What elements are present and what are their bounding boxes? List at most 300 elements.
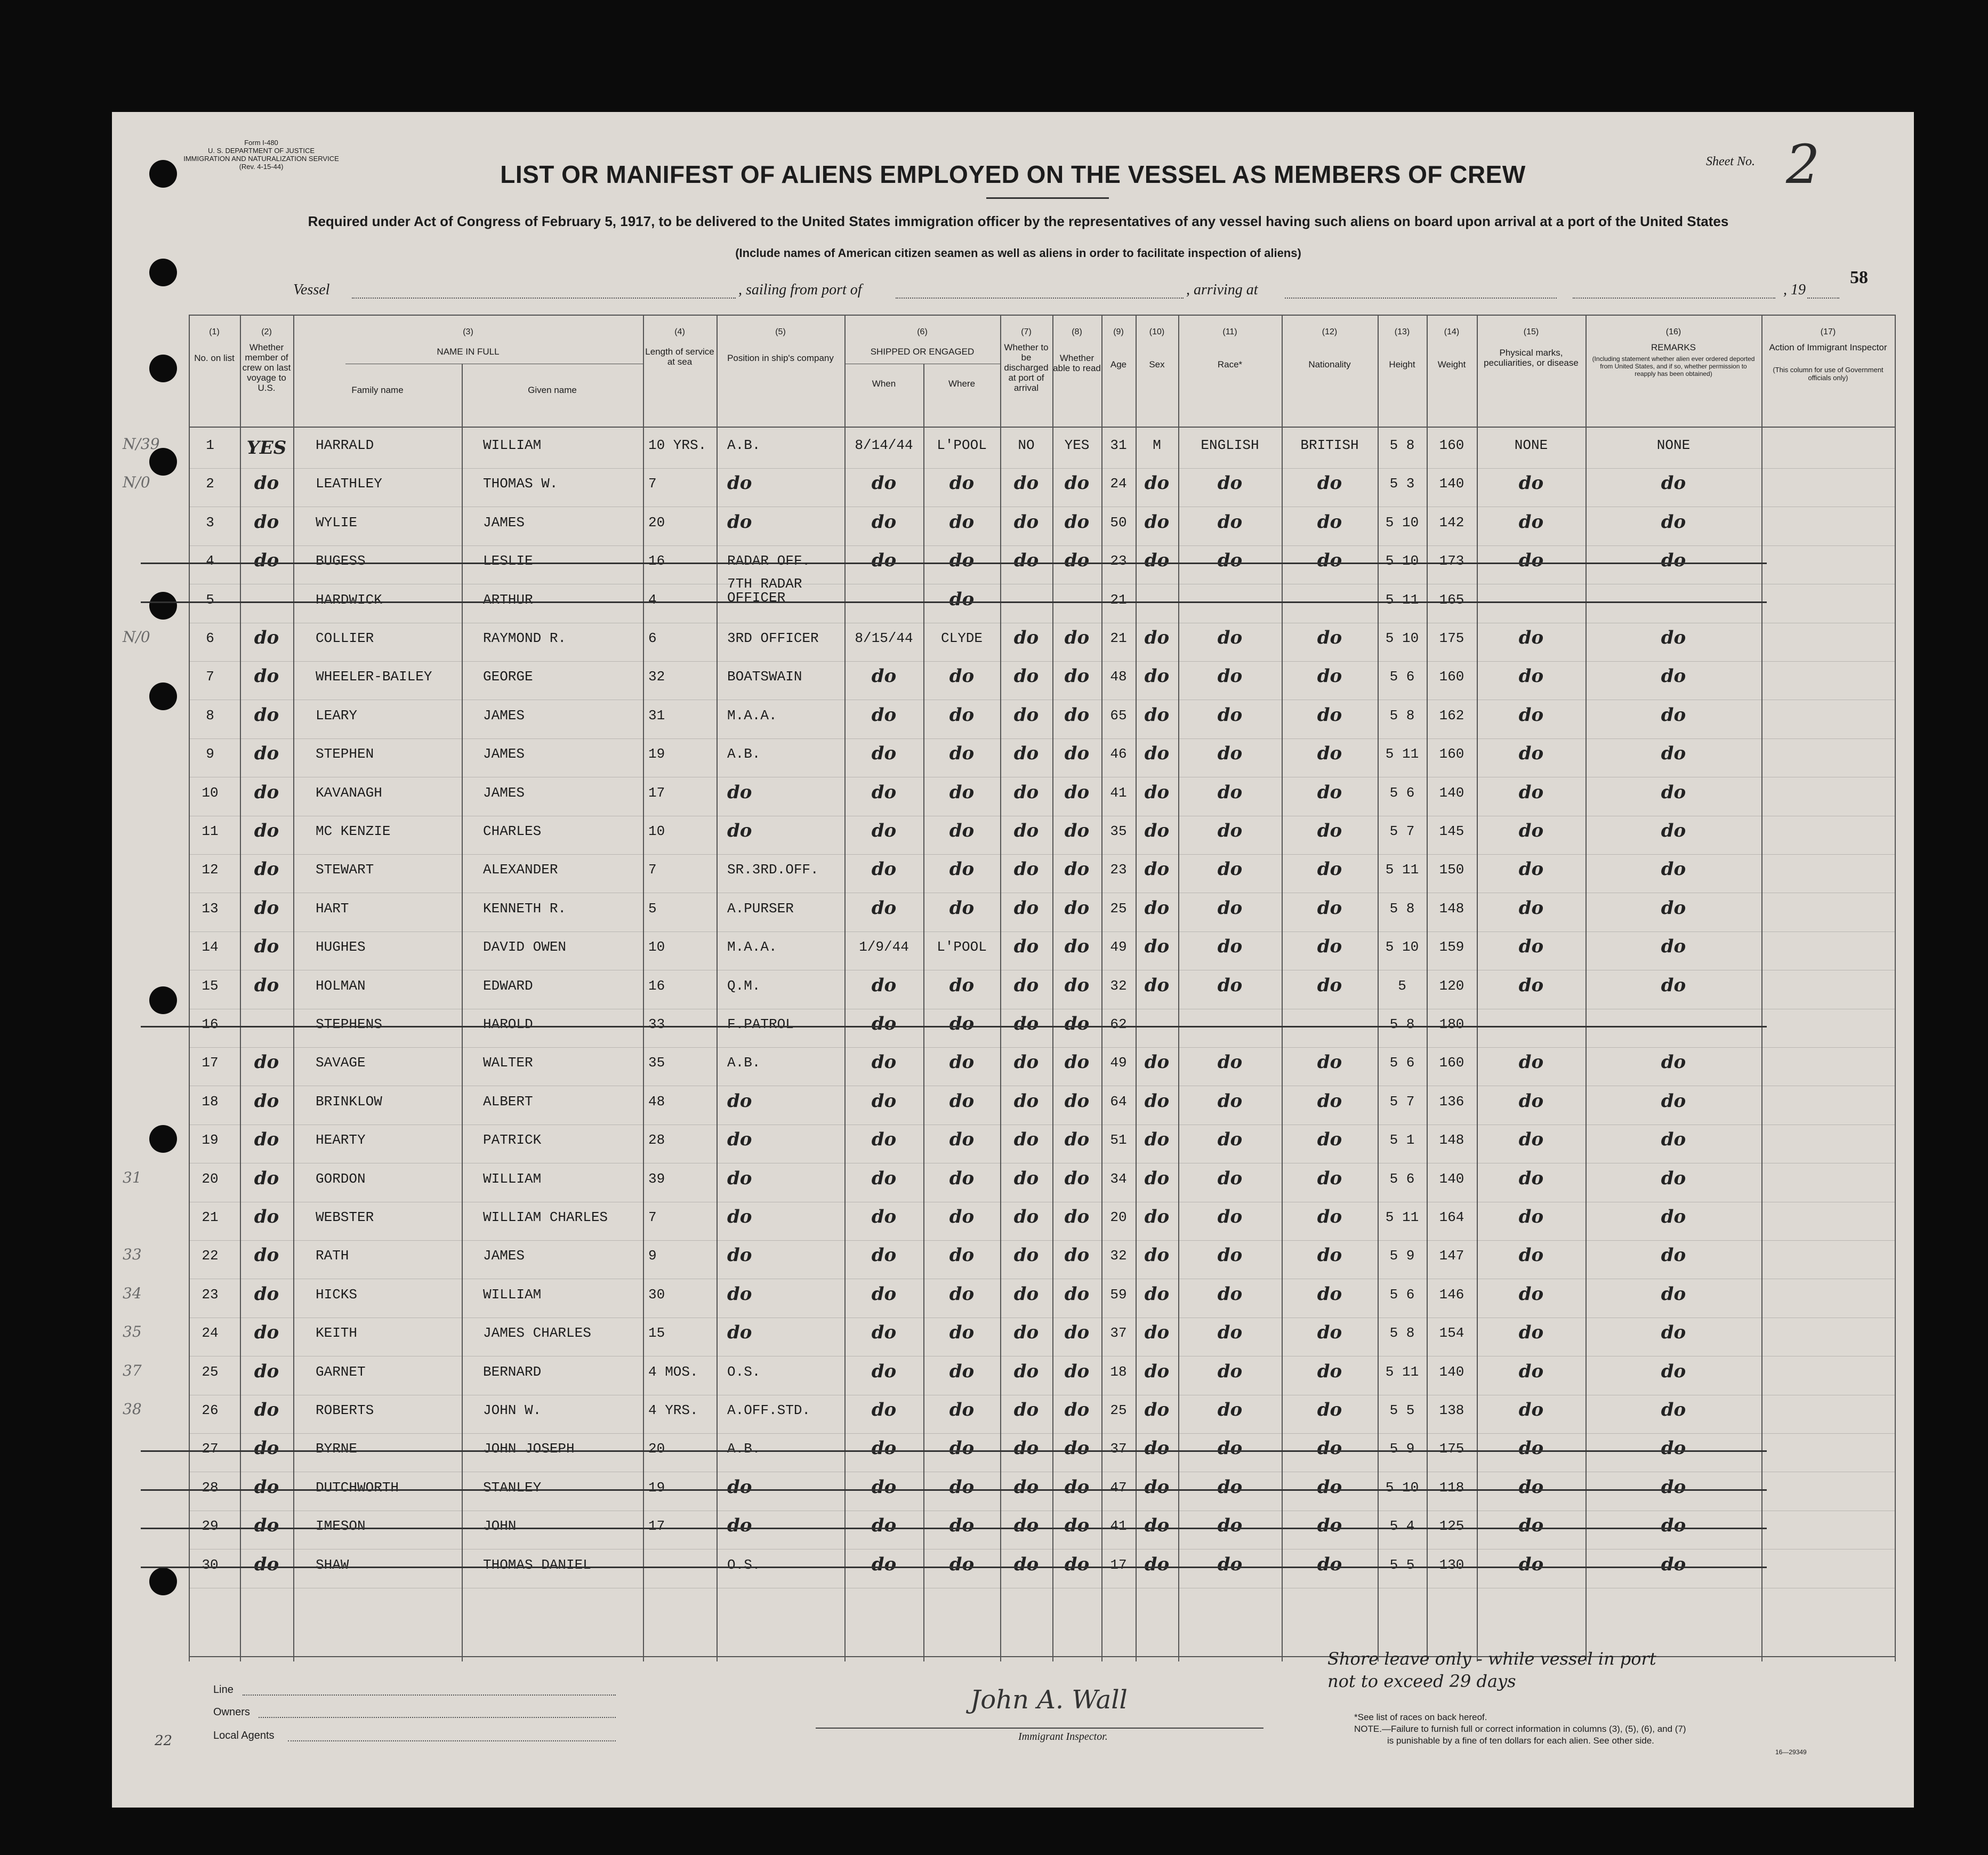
able-to-read-cell: do xyxy=(1064,974,1090,996)
shipped-where-cell: do xyxy=(949,1167,975,1189)
punch-hole xyxy=(149,986,177,1014)
margin-annotation: 37 xyxy=(123,1361,142,1379)
row-rule xyxy=(189,738,1895,739)
last-voyage-cell: do xyxy=(254,1129,279,1151)
discharged-cell: do xyxy=(1013,511,1039,533)
row-number: 2 xyxy=(206,476,214,492)
race-cell: do xyxy=(1217,974,1243,996)
age-cell: 17 xyxy=(1110,1556,1127,1573)
age-cell: 32 xyxy=(1110,1248,1127,1264)
last-voyage-cell: do xyxy=(254,1167,279,1189)
weight-cell: 146 xyxy=(1439,1286,1464,1303)
punch-hole xyxy=(149,592,177,620)
race-cell: do xyxy=(1217,550,1243,572)
row-rule xyxy=(189,854,1895,855)
remarks-cell: do xyxy=(1661,1438,1686,1459)
discharged-cell: NO xyxy=(1018,437,1035,453)
shipped-where-cell: do xyxy=(949,511,975,533)
strikethrough-line xyxy=(141,1528,1767,1529)
weight-cell: 140 xyxy=(1439,784,1464,801)
last-voyage-cell: do xyxy=(254,897,279,919)
col-header: NAME IN FULL xyxy=(437,347,500,357)
given-name-cell: WILLIAM xyxy=(483,1286,542,1303)
remarks-cell: do xyxy=(1661,974,1686,996)
discharged-cell: do xyxy=(1013,472,1039,494)
family-name-cell: LEARY xyxy=(316,707,358,724)
race-cell: do xyxy=(1217,665,1243,687)
row-number: 4 xyxy=(206,553,214,569)
nationality-cell: do xyxy=(1317,1438,1342,1459)
position-cell: SR.3RD.OFF. xyxy=(727,862,819,878)
given-name-cell: JAMES CHARLES xyxy=(483,1325,591,1342)
position-cell: 7TH RADAR OFFICER xyxy=(727,575,802,606)
position-cell: Q.M. xyxy=(727,977,761,994)
age-cell: 18 xyxy=(1110,1363,1127,1380)
nationality-cell: do xyxy=(1317,1051,1342,1073)
able-to-read-cell: do xyxy=(1064,743,1090,765)
age-cell: 23 xyxy=(1110,862,1127,878)
height-cell: 5 4 xyxy=(1389,1518,1415,1535)
weight-cell: 125 xyxy=(1439,1518,1464,1535)
family-name-cell: MC KENZIE xyxy=(316,823,391,839)
col-header: Whether able to read xyxy=(1053,353,1101,373)
col-subheader: Given name xyxy=(528,385,577,395)
margin-annotation: 33 xyxy=(123,1246,142,1264)
service-length-cell: 4 xyxy=(648,591,657,608)
height-cell: 5 11 xyxy=(1385,1363,1419,1380)
height-cell: 5 1 xyxy=(1389,1132,1415,1149)
able-to-read-cell: do xyxy=(1064,1090,1090,1112)
row-rule xyxy=(189,1047,1895,1048)
service-length-cell: 19 xyxy=(648,746,665,762)
arriving-label: , arriving at xyxy=(1186,282,1258,298)
col-number: (6) xyxy=(917,327,928,336)
age-cell: 49 xyxy=(1110,1055,1127,1071)
inspector-label: Immigrant Inspector. xyxy=(1018,1731,1108,1742)
row-number: 9 xyxy=(206,746,214,762)
agents-field xyxy=(288,1740,616,1741)
physical-marks-cell: do xyxy=(1518,1051,1544,1073)
last-voyage-cell: do xyxy=(254,1399,279,1420)
height-cell: 5 10 xyxy=(1385,1479,1419,1496)
age-cell: 49 xyxy=(1110,939,1127,955)
owners-label: Owners xyxy=(213,1706,250,1718)
nationality-cell: do xyxy=(1317,1553,1342,1575)
remarks-cell: do xyxy=(1661,1129,1686,1151)
discharged-cell: do xyxy=(1013,1090,1039,1112)
given-name-cell: GEORGE xyxy=(483,669,533,685)
row-number: 23 xyxy=(202,1286,219,1303)
service-length-cell: 30 xyxy=(648,1286,665,1303)
able-to-read-cell: do xyxy=(1064,1283,1090,1305)
physical-marks-cell: do xyxy=(1518,897,1544,919)
race-cell: do xyxy=(1217,1129,1243,1151)
family-name-cell: DUTCHWORTH xyxy=(316,1479,399,1496)
discharged-cell: do xyxy=(1013,1129,1039,1151)
nationality-cell: do xyxy=(1317,1090,1342,1112)
row-number: 5 xyxy=(206,591,214,608)
age-cell: 32 xyxy=(1110,977,1127,994)
given-name-cell: JAMES xyxy=(483,707,525,724)
physical-marks-cell: do xyxy=(1518,1399,1544,1420)
col-header: Sex xyxy=(1149,359,1165,370)
given-name-cell: WILLIAM xyxy=(483,437,542,453)
shipped-where-cell: L'POOL xyxy=(937,939,987,955)
col-number: (4) xyxy=(674,327,685,336)
given-name-cell: JOHN W. xyxy=(483,1402,542,1418)
shipped-where-cell: do xyxy=(949,781,975,803)
row-number: 26 xyxy=(202,1402,219,1418)
title-underline xyxy=(986,197,1109,199)
remarks-cell: do xyxy=(1661,1206,1686,1227)
height-cell: 5 5 xyxy=(1389,1402,1415,1418)
service-length-cell: 9 xyxy=(648,1248,657,1264)
shipped-where-cell: do xyxy=(949,588,975,610)
given-name-cell: DAVID OWEN xyxy=(483,939,567,955)
discharged-cell: do xyxy=(1013,665,1039,687)
col-header: Length of service at sea xyxy=(645,347,714,367)
weight-cell: 175 xyxy=(1439,1441,1464,1457)
discharged-cell: do xyxy=(1013,820,1039,841)
given-name-cell: ARTHUR xyxy=(483,591,533,608)
row-number: 3 xyxy=(206,514,214,531)
physical-marks-cell: do xyxy=(1518,743,1544,765)
col-header: Height xyxy=(1389,359,1415,370)
document-number: 58 xyxy=(1850,268,1868,287)
discharged-cell: do xyxy=(1013,1206,1039,1227)
nationality-cell: do xyxy=(1317,897,1342,919)
service-length-cell: 17 xyxy=(648,1518,665,1535)
family-name-cell: GARNET xyxy=(316,1363,366,1380)
shipped-where-cell: do xyxy=(949,1399,975,1420)
row-number: 18 xyxy=(202,1093,219,1110)
family-name-cell: STEWART xyxy=(316,862,374,878)
shipped-when-cell: do xyxy=(871,472,897,494)
able-to-read-cell: do xyxy=(1064,472,1090,494)
service-length-cell: 16 xyxy=(648,977,665,994)
line-label: Line xyxy=(213,1684,234,1696)
age-cell: 46 xyxy=(1110,746,1127,762)
position-cell: do xyxy=(727,1244,752,1266)
age-cell: 37 xyxy=(1110,1441,1127,1457)
row-number: 21 xyxy=(202,1209,219,1225)
remarks-cell: do xyxy=(1661,1244,1686,1266)
col-number: (15) xyxy=(1523,327,1539,336)
weight-cell: 120 xyxy=(1439,977,1464,994)
height-cell: 5 8 xyxy=(1389,900,1415,917)
row-rule xyxy=(189,931,1895,932)
col-header: No. on list xyxy=(194,353,235,363)
weight-cell: 164 xyxy=(1439,1209,1464,1225)
shipped-when-cell: 8/14/44 xyxy=(855,437,913,453)
age-cell: 47 xyxy=(1110,1479,1127,1496)
last-voyage-cell: do xyxy=(254,1553,279,1575)
shipped-when-cell: do xyxy=(871,743,897,765)
row-number: 27 xyxy=(202,1441,219,1457)
given-name-cell: JOHN JOSEPH xyxy=(483,1441,575,1457)
age-cell: 21 xyxy=(1110,591,1127,608)
sex-cell: do xyxy=(1144,511,1170,533)
shipped-when-cell: do xyxy=(871,1013,897,1034)
nationality-cell: do xyxy=(1317,858,1342,880)
given-name-cell: THOMAS DANIEL xyxy=(483,1556,591,1573)
service-length-cell: 7 xyxy=(648,476,657,492)
shipped-where-cell: CLYDE xyxy=(940,630,983,646)
row-number: 13 xyxy=(202,900,219,917)
physical-marks-cell: do xyxy=(1518,820,1544,841)
position-cell: do xyxy=(727,1283,752,1305)
height-cell: 5 11 xyxy=(1385,746,1419,762)
able-to-read-cell: do xyxy=(1064,1360,1090,1382)
height-cell: 5 3 xyxy=(1389,476,1415,492)
row-rule xyxy=(189,545,1895,546)
margin-annotation: N/0 xyxy=(123,628,150,646)
service-length-cell: 7 xyxy=(648,1209,657,1225)
service-length-cell: 48 xyxy=(648,1093,665,1110)
physical-marks-cell: do xyxy=(1518,665,1544,687)
shipped-where-cell: do xyxy=(949,1553,975,1575)
height-cell: 5 11 xyxy=(1385,862,1419,878)
remarks-cell: do xyxy=(1661,1283,1686,1305)
physical-marks-cell: do xyxy=(1518,936,1544,958)
able-to-read-cell: do xyxy=(1064,704,1090,726)
remarks-cell: do xyxy=(1661,1553,1686,1575)
given-name-cell: RAYMOND R. xyxy=(483,630,567,646)
weight-cell: 148 xyxy=(1439,900,1464,917)
position-cell: A.OFF.STD. xyxy=(727,1402,811,1418)
shipped-when-cell: do xyxy=(871,1360,897,1382)
position-cell: RADAR OFF. xyxy=(727,553,811,569)
sex-cell: do xyxy=(1144,1090,1170,1112)
position-cell: O.S. xyxy=(727,1556,761,1573)
remarks-cell: do xyxy=(1661,1399,1686,1420)
strikethrough-line xyxy=(141,563,1767,564)
position-cell: A.B. xyxy=(727,746,761,762)
row-number: 8 xyxy=(206,707,214,724)
row-number: 17 xyxy=(202,1055,219,1071)
weight-cell: 159 xyxy=(1439,939,1464,955)
shipped-where-cell: do xyxy=(949,1090,975,1112)
shipped-when-cell: do xyxy=(871,1515,897,1537)
remarks-cell: do xyxy=(1661,472,1686,494)
discharged-cell: do xyxy=(1013,974,1039,996)
discharged-cell: do xyxy=(1013,743,1039,765)
height-cell: 5 10 xyxy=(1385,939,1419,955)
discharged-cell: do xyxy=(1013,1399,1039,1420)
height-cell: 5 7 xyxy=(1389,1093,1415,1110)
position-cell: O.S. xyxy=(727,1363,761,1380)
shipped-where-cell: do xyxy=(949,1283,975,1305)
family-name-cell: STEPHEN xyxy=(316,746,374,762)
age-cell: 59 xyxy=(1110,1286,1127,1303)
signature-line xyxy=(816,1728,1263,1729)
col-number: (16) xyxy=(1665,327,1681,336)
last-voyage-cell: do xyxy=(254,550,279,572)
service-length-cell: 32 xyxy=(648,669,665,685)
shipped-when-cell: do xyxy=(871,1476,897,1498)
family-name-cell: GORDON xyxy=(316,1170,366,1187)
last-voyage-cell: do xyxy=(254,1090,279,1112)
col-header: Whether to be discharged at port of arrival xyxy=(1004,342,1049,393)
remarks-cell: do xyxy=(1661,1167,1686,1189)
service-length-cell: 10 YRS. xyxy=(648,437,707,453)
year-label: , 19 xyxy=(1783,282,1806,298)
margin-number: 22 xyxy=(155,1733,173,1749)
race-cell: do xyxy=(1217,1206,1243,1227)
weight-cell: 140 xyxy=(1439,476,1464,492)
position-cell: do xyxy=(727,1515,752,1537)
service-length-cell: 10 xyxy=(648,823,665,839)
shipped-where-cell: do xyxy=(949,1244,975,1266)
discharged-cell: do xyxy=(1013,1283,1039,1305)
col-header: Nationality xyxy=(1308,359,1351,370)
physical-marks-cell: do xyxy=(1518,1553,1544,1575)
weight-cell: 140 xyxy=(1439,1170,1464,1187)
weight-cell: 142 xyxy=(1439,514,1464,531)
row-number: 30 xyxy=(202,1556,219,1573)
height-cell: 5 5 xyxy=(1389,1556,1415,1573)
able-to-read-cell: do xyxy=(1064,781,1090,803)
family-name-cell: WYLIE xyxy=(316,514,358,531)
physical-marks-cell: do xyxy=(1518,781,1544,803)
nationality-cell: do xyxy=(1317,743,1342,765)
shipped-where-cell: do xyxy=(949,1360,975,1382)
position-cell: M.A.A. xyxy=(727,939,777,955)
margin-annotation: N/0 xyxy=(123,473,150,492)
sex-cell: do xyxy=(1144,1476,1170,1498)
owners-field xyxy=(259,1717,616,1718)
given-name-cell: BERNARD xyxy=(483,1363,542,1380)
family-name-cell: RATH xyxy=(316,1248,349,1264)
physical-marks-cell: do xyxy=(1518,1360,1544,1382)
manifest-instruction: (Include names of American citizen seamen as well as aliens in order to facilitate inspection of aliens) xyxy=(735,246,1301,260)
row-number: 10 xyxy=(202,784,219,801)
crew-table xyxy=(123,315,1895,1661)
sex-cell: do xyxy=(1144,1360,1170,1382)
family-name-cell: STEPHENS xyxy=(316,1016,382,1032)
race-cell: do xyxy=(1217,1051,1243,1073)
vessel-field xyxy=(352,298,736,299)
position-cell: A.PURSER xyxy=(727,900,794,917)
nationality-cell: do xyxy=(1317,550,1342,572)
position-cell: do xyxy=(727,1090,752,1112)
physical-marks-cell: do xyxy=(1518,1438,1544,1459)
age-cell: 31 xyxy=(1110,437,1127,453)
weight-cell: 154 xyxy=(1439,1325,1464,1342)
family-name-cell: LEATHLEY xyxy=(316,476,382,492)
races-footnote: *See list of races on back hereof. xyxy=(1354,1712,1487,1722)
row-rule xyxy=(189,1240,1895,1241)
position-cell: do xyxy=(727,1206,752,1227)
age-cell: 21 xyxy=(1110,630,1127,646)
weight-cell: 118 xyxy=(1439,1479,1464,1496)
able-to-read-cell: do xyxy=(1064,665,1090,687)
nationality-cell: do xyxy=(1317,704,1342,726)
sex-cell: do xyxy=(1144,1283,1170,1305)
given-name-cell: STANLEY xyxy=(483,1479,542,1496)
age-cell: 24 xyxy=(1110,476,1127,492)
weight-cell: 138 xyxy=(1439,1402,1464,1418)
last-voyage-cell: do xyxy=(254,1322,279,1344)
age-cell: 62 xyxy=(1110,1016,1127,1032)
discharged-cell: do xyxy=(1013,1476,1039,1498)
col-header: SHIPPED OR ENGAGED xyxy=(870,347,975,357)
sex-cell: do xyxy=(1144,1553,1170,1575)
remarks-cell: do xyxy=(1661,550,1686,572)
row-number: 25 xyxy=(202,1363,219,1380)
able-to-read-cell: do xyxy=(1064,858,1090,880)
age-cell: 64 xyxy=(1110,1093,1127,1110)
race-cell: do xyxy=(1217,472,1243,494)
weight-cell: 160 xyxy=(1439,669,1464,685)
family-name-cell: HART xyxy=(316,900,349,917)
date-field xyxy=(1573,298,1775,299)
family-name-cell: COLLIER xyxy=(316,630,374,646)
position-cell: A.B. xyxy=(727,437,761,453)
nationality-cell: do xyxy=(1317,472,1342,494)
position-cell: do xyxy=(727,472,752,494)
sex-cell: do xyxy=(1144,974,1170,996)
physical-marks-cell: do xyxy=(1518,1515,1544,1537)
family-name-cell: HARDWICK xyxy=(316,591,382,608)
row-number: 11 xyxy=(202,823,219,839)
sheet-number-label: Sheet No. xyxy=(1706,155,1755,168)
manifest-sheet xyxy=(112,112,1914,1808)
col-number: (1) xyxy=(209,327,220,336)
row-number: 15 xyxy=(202,977,219,994)
age-cell: 41 xyxy=(1110,1518,1127,1535)
family-name-cell: SHAW xyxy=(316,1556,349,1573)
discharged-cell: do xyxy=(1013,1438,1039,1459)
able-to-read-cell: do xyxy=(1064,1515,1090,1537)
col-number: (7) xyxy=(1021,327,1032,336)
nationality-cell: do xyxy=(1317,936,1342,958)
able-to-read-cell: do xyxy=(1064,1129,1090,1151)
family-name-cell: KEITH xyxy=(316,1325,358,1342)
nationality-cell: do xyxy=(1317,781,1342,803)
service-length-cell: 39 xyxy=(648,1170,665,1187)
weight-cell: 148 xyxy=(1439,1132,1464,1149)
col-header-note: (Including statement whether alien ever ordered deported from United States, and if so, whether permission to reapply has been obtained) xyxy=(1592,355,1755,378)
col-header: Age xyxy=(1110,359,1127,370)
shipped-when-cell: do xyxy=(871,897,897,919)
race-cell: do xyxy=(1217,1090,1243,1112)
race-cell: do xyxy=(1217,820,1243,841)
print-code: 16—29349 xyxy=(1775,1748,1807,1756)
race-cell: do xyxy=(1217,1360,1243,1382)
last-voyage-cell: do xyxy=(254,936,279,958)
margin-annotation: N/39 xyxy=(123,435,160,453)
height-cell: 5 6 xyxy=(1389,669,1415,685)
row-number: 7 xyxy=(206,669,214,685)
race-cell: do xyxy=(1217,511,1243,533)
age-cell: 34 xyxy=(1110,1170,1127,1187)
given-name-cell: PATRICK xyxy=(483,1132,542,1149)
given-name-cell: WALTER xyxy=(483,1055,533,1071)
col-number: (14) xyxy=(1444,327,1460,336)
weight-cell: 160 xyxy=(1439,437,1464,453)
shipped-when-cell: do xyxy=(871,1244,897,1266)
able-to-read-cell: YES xyxy=(1064,437,1090,453)
remarks-cell: do xyxy=(1661,1476,1686,1498)
able-to-read-cell: do xyxy=(1064,511,1090,533)
race-cell: do xyxy=(1217,936,1243,958)
nationality-cell: do xyxy=(1317,627,1342,648)
sex-cell: do xyxy=(1144,1399,1170,1420)
height-cell: 5 6 xyxy=(1389,1170,1415,1187)
able-to-read-cell: do xyxy=(1064,550,1090,572)
discharged-cell: do xyxy=(1013,704,1039,726)
